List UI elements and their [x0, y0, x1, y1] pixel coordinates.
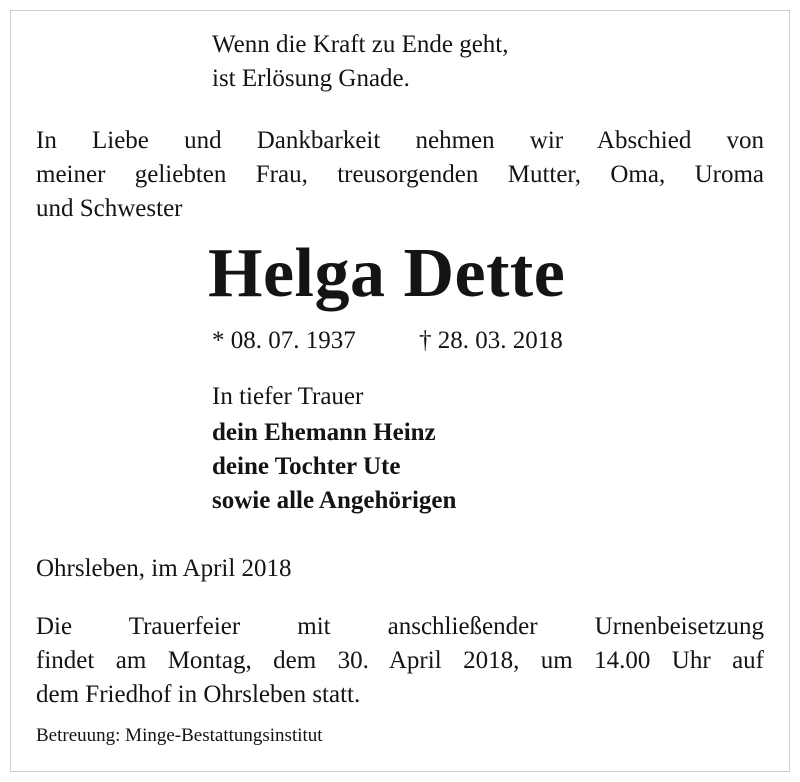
service-line-1: Die Trauerfeier mit anschließender Urnenbeisetzung: [36, 613, 764, 640]
mourner-name: deine Tochter Ute: [212, 453, 401, 480]
birth-date: * 08. 07. 1937: [212, 327, 356, 354]
deceased-name: Helga Dette: [208, 235, 566, 312]
motto-line-2: ist Erlösung Gnade.: [212, 65, 410, 92]
place-date: Ohrsleben, im April 2018: [36, 555, 292, 582]
intro-line-2: meiner geliebten Frau, treusorgenden Mutter, Oma, Uroma: [36, 161, 764, 188]
funeral-home-credit: Betreuung: Minge-Bestattungsinstitut: [36, 725, 323, 746]
mourner-name: sowie alle Angehörigen: [212, 487, 457, 514]
service-line-2: findet am Montag, dem 30. April 2018, um 14.00 Uhr auf: [36, 647, 764, 674]
mourner-name: dein Ehemann Heinz: [212, 419, 436, 446]
motto-line-1: Wenn die Kraft zu Ende geht,: [212, 31, 509, 58]
service-line-3: dem Friedhof in Ohrsleben statt.: [36, 681, 361, 708]
life-dates: [212, 326, 563, 356]
death-date: † 28. 03. 2018: [419, 327, 563, 354]
intro-line-1: In Liebe und Dankbarkeit nehmen wir Abschied von: [36, 127, 764, 154]
intro-line-3: und Schwester: [36, 195, 183, 222]
mourning-heading: In tiefer Trauer: [212, 383, 364, 410]
